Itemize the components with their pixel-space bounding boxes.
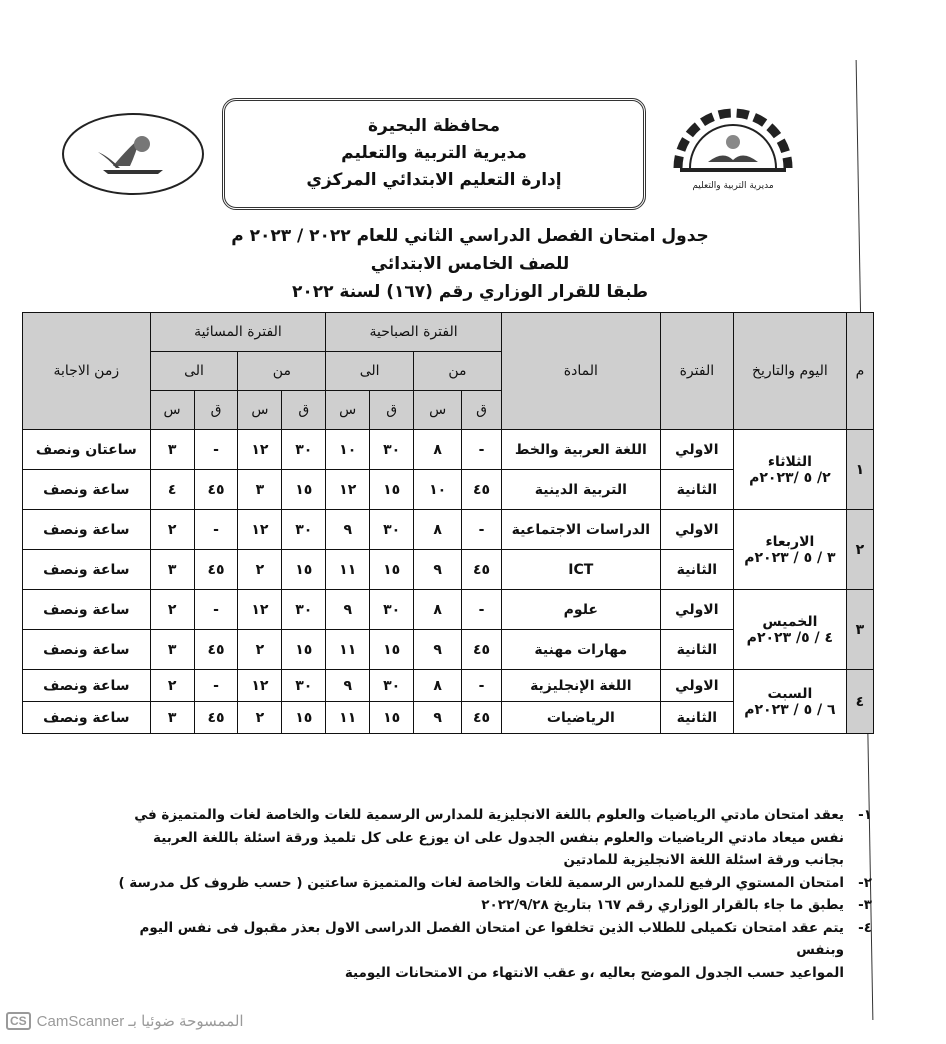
note-text: يتم عقد امتحان تكميلى للطلاب الذين تخلفوا عن امتحان الفصل الدراسى الاول بعذر مقبول فى نفس اليوم وبنفس — [139, 919, 844, 958]
subject-cell: مهارات مهنية — [501, 630, 660, 670]
time-cell-m-from-q: - — [462, 510, 502, 550]
time-cell-m-to-s: ٩ — [326, 510, 370, 550]
time-cell-m-from-q: - — [462, 670, 502, 702]
col-header-period: الفترة — [660, 313, 733, 430]
schedule-body — [23, 430, 874, 734]
time-cell-m-from-s: ٩ — [414, 702, 462, 734]
time-cell-m-from-s: ٨ — [414, 430, 462, 470]
table-row — [23, 510, 874, 550]
table-row — [23, 430, 874, 470]
time-cell-m-to-s: ١٢ — [326, 470, 370, 510]
day-name: الخميس — [762, 613, 818, 630]
duration-cell: ساعة ونصف — [23, 590, 151, 630]
time-cell-e-from-s: ١٢ — [238, 430, 282, 470]
time-cell-e-from-q: ١٥ — [282, 550, 326, 590]
duration-cell: ساعة ونصف — [23, 550, 151, 590]
exam-schedule-table — [22, 312, 874, 734]
watermark-text: الممسوحة ضوئيا بـ CamScanner — [36, 1013, 244, 1030]
time-cell-e-to-s: ٣ — [150, 430, 194, 470]
camscanner-logo-icon: CS — [6, 1012, 31, 1030]
duration-cell: ساعة ونصف — [23, 702, 151, 734]
day-date-cell — [733, 590, 846, 670]
time-cell-e-from-s: ١٢ — [238, 590, 282, 630]
row-index: ٢ — [846, 510, 873, 590]
note-number: ٣- — [858, 897, 872, 913]
col-header-morning-from: من — [414, 352, 502, 391]
time-cell-m-to-q: ٣٠ — [370, 590, 414, 630]
time-cell-e-to-q: - — [194, 590, 238, 630]
notes-list — [96, 804, 872, 984]
time-cell-e-to-q: ٤٥ — [194, 550, 238, 590]
col-header-minute: ق — [462, 391, 502, 430]
time-cell-m-to-q: ١٥ — [370, 630, 414, 670]
directorate-name: مديرية التربية والتعليم — [341, 143, 527, 163]
subject-cell: التربية الدينية — [501, 470, 660, 510]
time-cell-m-from-s: ٩ — [414, 550, 462, 590]
time-cell-e-from-q: ٣٠ — [282, 670, 326, 702]
period-cell: الاولي — [660, 670, 733, 702]
period-cell: الاولي — [660, 510, 733, 550]
time-cell-e-to-s: ٢ — [150, 590, 194, 630]
time-cell-e-from-q: ١٥ — [282, 702, 326, 734]
time-cell-e-to-q: ٤٥ — [194, 470, 238, 510]
period-cell: الثانية — [660, 702, 733, 734]
time-cell-m-to-s: ١١ — [326, 550, 370, 590]
col-header-evening: الفترة المسائية — [150, 313, 326, 352]
time-cell-e-from-s: ٢ — [238, 702, 282, 734]
table-row — [23, 590, 874, 630]
time-cell-e-from-s: ٣ — [238, 470, 282, 510]
subject-cell: الرياضيات — [501, 702, 660, 734]
time-cell-m-from-s: ٨ — [414, 590, 462, 630]
time-cell-e-to-q: - — [194, 510, 238, 550]
administration-name: إدارة التعليم الابتدائي المركزي — [306, 170, 562, 190]
note-line — [96, 849, 872, 872]
col-header-evening-from: من — [238, 352, 326, 391]
col-header-hour: س — [238, 391, 282, 430]
header-box — [222, 98, 646, 210]
col-header-morning: الفترة الصباحية — [326, 313, 502, 352]
time-cell-m-to-q: ٣٠ — [370, 510, 414, 550]
day-name: الاربعاء — [765, 533, 815, 550]
time-cell-m-from-q: ٤٥ — [462, 550, 502, 590]
svg-text:مديرية التربية والتعليم: مديرية التربية والتعليم — [692, 181, 774, 191]
subject-cell: اللغة الإنجليزية — [501, 670, 660, 702]
note-number: ٢- — [858, 874, 872, 891]
day-date-cell — [733, 430, 846, 510]
day-date-cell — [733, 510, 846, 590]
time-cell-m-from-s: ٩ — [414, 630, 462, 670]
duration-cell: ساعة ونصف — [23, 670, 151, 702]
note-line — [96, 804, 872, 827]
note-text: نفس ميعاد مادتي الرياضيات والعلوم بنفس الجدول على ان يوزع على كل تلميذ ورقة اسئلة باللغة العربية — [153, 829, 844, 846]
time-cell-m-to-q: ٣٠ — [370, 430, 414, 470]
period-cell: الثانية — [660, 630, 733, 670]
time-cell-e-from-q: ٣٠ — [282, 510, 326, 550]
schedule-title: جدول امتحان الفصل الدراسي الثاني للعام ٢٠٢٢ / ٢٠٢٣ م — [231, 226, 709, 246]
directorate-seal-icon — [58, 108, 208, 200]
governorate-name: محافظة البحيرة — [367, 116, 501, 136]
day-date-cell — [733, 670, 846, 734]
exam-date: ٢/ ٥ /٢٠٢٣م — [749, 469, 831, 486]
time-cell-e-from-q: ٣٠ — [282, 430, 326, 470]
note-number: ٤- — [858, 919, 872, 936]
row-index: ٣ — [846, 590, 873, 670]
table-row — [23, 670, 874, 702]
time-cell-e-to-q: ٤٥ — [194, 630, 238, 670]
time-cell-e-to-q: - — [194, 670, 238, 702]
col-header-evening-to: الى — [150, 352, 238, 391]
time-cell-m-to-s: ١٠ — [326, 430, 370, 470]
note-text: يعقد امتحان مادتي الرياضيات والعلوم باللغة الانجليزية للمدارس الرسمية للغات والخاصة لغات والمتميزة في — [134, 807, 844, 823]
time-cell-e-to-s: ٢ — [150, 510, 194, 550]
time-cell-m-from-s: ٨ — [414, 510, 462, 550]
note-line — [96, 917, 872, 962]
row-index: ٤ — [846, 670, 873, 734]
time-cell-e-from-q: ٣٠ — [282, 590, 326, 630]
time-cell-e-to-s: ٢ — [150, 670, 194, 702]
period-cell: الثانية — [660, 470, 733, 510]
gear-book-logo-icon — [668, 102, 798, 194]
col-header-minute: ق — [194, 391, 238, 430]
time-cell-m-to-q: ١٥ — [370, 550, 414, 590]
decree-title: طبقا للقرار الوزاري رقم (١٦٧) لسنة ٢٠٢٢ — [291, 282, 649, 302]
camscanner-watermark — [6, 1012, 244, 1030]
col-header-hour: س — [414, 391, 462, 430]
time-cell-m-from-q: ٤٥ — [462, 630, 502, 670]
col-header-morning-to: الى — [326, 352, 414, 391]
col-header-minute: ق — [370, 391, 414, 430]
day-name: الثلاثاء — [767, 453, 812, 470]
time-cell-e-from-s: ٢ — [238, 630, 282, 670]
time-cell-m-to-q: ٣٠ — [370, 670, 414, 702]
col-header-hour: س — [326, 391, 370, 430]
exam-date: ٣ / ٥ / ٢٠٢٣م — [744, 549, 836, 566]
time-cell-e-from-q: ١٥ — [282, 630, 326, 670]
subject-cell: الدراسات الاجتماعية — [501, 510, 660, 550]
time-cell-m-to-s: ١١ — [326, 702, 370, 734]
note-text: بجانب ورقة اسئلة اللغة الانجليزية للمادتين — [563, 852, 844, 868]
period-cell: الاولي — [660, 430, 733, 470]
note-line — [96, 894, 872, 917]
grade-title: للصف الخامس الابتدائي — [370, 254, 570, 274]
subject-cell: علوم — [501, 590, 660, 630]
time-cell-e-to-s: ٣ — [150, 702, 194, 734]
exam-date: ٤ / ٥/ ٢٠٢٣م — [746, 629, 834, 646]
col-header-subject: المادة — [501, 313, 660, 430]
row-index: ١ — [846, 430, 873, 510]
col-header-hour: س — [150, 391, 194, 430]
time-cell-m-to-s: ٩ — [326, 590, 370, 630]
time-cell-e-from-q: ١٥ — [282, 470, 326, 510]
time-cell-m-to-s: ١١ — [326, 630, 370, 670]
time-cell-e-from-s: ٢ — [238, 550, 282, 590]
time-cell-e-to-s: ٣ — [150, 550, 194, 590]
note-line — [96, 827, 872, 850]
time-cell-m-from-q: - — [462, 590, 502, 630]
time-cell-e-to-q: ٤٥ — [194, 702, 238, 734]
note-number: ١- — [858, 807, 872, 823]
time-cell-m-from-q: ٤٥ — [462, 702, 502, 734]
period-cell: الثانية — [660, 550, 733, 590]
exam-date: ٦ / ٥ / ٢٠٢٣م — [744, 701, 836, 718]
col-header-duration: زمن الاجابة — [23, 313, 151, 430]
duration-cell: ساعة ونصف — [23, 470, 151, 510]
note-line — [96, 962, 872, 985]
duration-cell: ساعة ونصف — [23, 630, 151, 670]
time-cell-m-to-q: ١٥ — [370, 470, 414, 510]
time-cell-e-to-q: - — [194, 430, 238, 470]
time-cell-e-from-s: ١٢ — [238, 670, 282, 702]
time-cell-m-from-q: ٤٥ — [462, 470, 502, 510]
note-text: امتحان المستوي الرفيع للمدارس الرسمية للغات والخاصة لغات والمتميزة ساعتين ( حسب ظروف كل مدرسة ) — [118, 874, 844, 891]
col-header-day-date: اليوم والتاريخ — [733, 313, 846, 430]
note-line — [96, 872, 872, 895]
time-cell-m-from-s: ٨ — [414, 670, 462, 702]
col-header-minute: ق — [282, 391, 326, 430]
subject-cell: اللغة العربية والخط — [501, 430, 660, 470]
note-text: يطبق ما جاء بالقرار الوزاري رقم ١٦٧ بتاريخ ٢٠٢٢/٩/٢٨ — [481, 897, 844, 913]
period-cell: الاولي — [660, 590, 733, 630]
time-cell-m-from-q: - — [462, 430, 502, 470]
document-titles — [230, 222, 710, 306]
day-name: السبت — [767, 685, 813, 702]
time-cell-m-from-s: ١٠ — [414, 470, 462, 510]
time-cell-e-from-s: ١٢ — [238, 510, 282, 550]
time-cell-e-to-s: ٣ — [150, 630, 194, 670]
time-cell-e-to-s: ٤ — [150, 470, 194, 510]
time-cell-m-to-s: ٩ — [326, 670, 370, 702]
duration-cell: ساعتان ونصف — [23, 430, 151, 470]
duration-cell: ساعة ونصف — [23, 510, 151, 550]
subject-cell: ICT — [501, 550, 660, 590]
time-cell-m-to-q: ١٥ — [370, 702, 414, 734]
col-header-index: م — [846, 313, 873, 430]
note-text: المواعيد حسب الجدول الموضح بعاليه ،و عقب الانتهاء من الامتحانات اليومية — [344, 964, 844, 981]
